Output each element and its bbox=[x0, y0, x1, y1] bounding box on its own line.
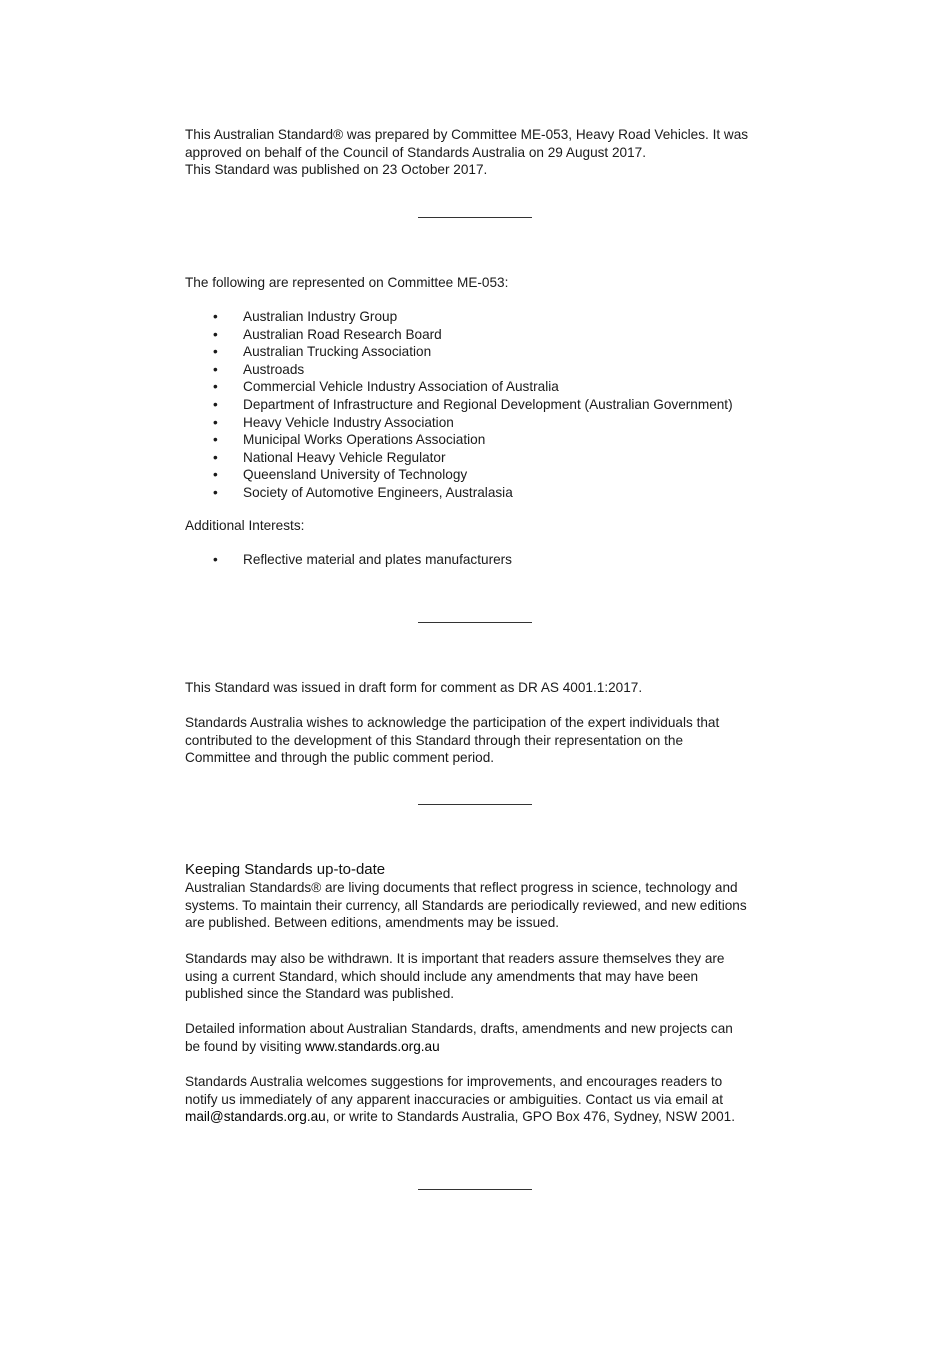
acknowledgement-line-1: Standards Australia wishes to acknowledge the participation of the expert individuals that bbox=[185, 715, 720, 730]
contact-paragraph bbox=[185, 1073, 785, 1126]
list-item bbox=[185, 361, 785, 379]
list-item bbox=[185, 431, 785, 449]
contact-email-link[interactable]: mail@standards.org.au bbox=[185, 1109, 326, 1125]
list-item bbox=[185, 396, 785, 414]
list-item bbox=[185, 449, 785, 467]
bullet-icon: • bbox=[213, 396, 218, 412]
additional-interests-text: Additional Interests: bbox=[185, 518, 305, 533]
information-paragraph bbox=[185, 1020, 785, 1055]
member-name: Municipal Works Operations Association bbox=[243, 432, 486, 448]
committee-member-list bbox=[185, 308, 785, 502]
additional-interests-list bbox=[185, 551, 785, 569]
section-divider-4 bbox=[418, 1189, 532, 1190]
list-item bbox=[185, 484, 785, 502]
draft-notice bbox=[185, 679, 785, 697]
member-name: Queensland University of Technology bbox=[243, 467, 468, 483]
uptodate-section bbox=[185, 861, 785, 932]
visit-prefix: be found by visiting bbox=[185, 1038, 306, 1054]
list-item bbox=[185, 308, 785, 326]
member-name: Department of Infrastructure and Regional Development (Australian Government) bbox=[243, 396, 733, 412]
member-name: National Heavy Vehicle Regulator bbox=[243, 449, 446, 465]
standards-website-link[interactable]: www.standards.org.au bbox=[305, 1038, 440, 1054]
section-heading: Keeping Standards up-to-date bbox=[185, 861, 386, 878]
uptodate-p1-line-1: Australian Standards® are living documents that reflect progress in science, technology and bbox=[185, 880, 738, 895]
committee-intro bbox=[185, 274, 785, 292]
bullet-icon: • bbox=[213, 344, 218, 360]
committee-intro-text: The following are represented on Committee ME-053: bbox=[185, 275, 509, 290]
member-name: Austroads bbox=[243, 361, 305, 377]
preparation-line-2: approved on behalf of the Council of Standards Australia on 29 August 2017. bbox=[185, 144, 647, 160]
member-name: Australian Trucking Association bbox=[243, 344, 432, 360]
preparation-line-3: This Standard was published on 23 October 2017. bbox=[185, 162, 488, 178]
withdrawal-paragraph bbox=[185, 950, 785, 1003]
acknowledgement bbox=[185, 714, 785, 767]
member-name: Heavy Vehicle Industry Association bbox=[243, 414, 454, 430]
list-item bbox=[185, 414, 785, 432]
preparation-notice bbox=[185, 126, 785, 179]
list-item bbox=[185, 378, 785, 396]
draft-issued-text: This Standard was issued in draft form for comment as DR AS 4001.1:2017. bbox=[185, 680, 643, 695]
bullet-icon: • bbox=[213, 379, 218, 395]
bullet-icon: • bbox=[213, 326, 218, 342]
acknowledgement-line-3: Committee and through the public comment period. bbox=[185, 750, 495, 766]
bullet-icon: • bbox=[213, 467, 218, 483]
list-item bbox=[185, 466, 785, 484]
preparation-line-1: This Australian Standard® was prepared by Committee ME-053, Heavy Road Vehicles. It was bbox=[185, 127, 749, 142]
bullet-icon: • bbox=[213, 309, 218, 324]
section-divider-2 bbox=[418, 622, 532, 623]
uptodate-p1-line-2: systems. To maintain their currency, all Standards are periodically reviewed, and new editions bbox=[185, 897, 747, 913]
uptodate-p3-line-1: Detailed information about Australian Standards, drafts, amendments and new projects can bbox=[185, 1021, 733, 1036]
uptodate-p4-line-3 bbox=[185, 1108, 785, 1126]
uptodate-p4-line-2: notify us immediately of any apparent inaccuracies or ambiguities. Contact us via email at bbox=[185, 1091, 723, 1107]
uptodate-p4-line-1: Standards Australia welcomes suggestions for improvements, and encourages readers to bbox=[185, 1074, 723, 1089]
interest-name: Reflective material and plates manufacturers bbox=[243, 552, 512, 567]
acknowledgement-line-2: contributed to the development of this Standard through their representation on the bbox=[185, 732, 684, 748]
uptodate-p1-line-3: are published. Between editions, amendments may be issued. bbox=[185, 915, 560, 931]
bullet-icon: • bbox=[213, 432, 218, 448]
bullet-icon: • bbox=[213, 414, 218, 430]
uptodate-p2-line-2: using a current Standard, which should include any amendments that may have been bbox=[185, 968, 699, 984]
bullet-icon: • bbox=[213, 552, 218, 567]
section-divider-3 bbox=[418, 804, 532, 805]
list-item bbox=[185, 326, 785, 344]
uptodate-p2-line-3: published since the Standard was published. bbox=[185, 986, 455, 1002]
member-name: Australian Road Research Board bbox=[243, 326, 442, 342]
member-name: Society of Automotive Engineers, Australasia bbox=[243, 484, 513, 500]
section-divider-1 bbox=[418, 217, 532, 218]
member-name: Commercial Vehicle Industry Association of Australia bbox=[243, 379, 559, 395]
bullet-icon: • bbox=[213, 449, 218, 465]
postal-address-text: , or write to Standards Australia, GPO Box 476, Sydney, NSW 2001. bbox=[325, 1109, 736, 1125]
list-item bbox=[185, 343, 785, 361]
list-item bbox=[185, 551, 785, 569]
member-name: Australian Industry Group bbox=[243, 309, 398, 324]
bullet-icon: • bbox=[213, 484, 218, 500]
uptodate-p2-line-1: Standards may also be withdrawn. It is important that readers assure themselves they are bbox=[185, 951, 725, 966]
uptodate-p3-line-2 bbox=[185, 1038, 785, 1056]
bullet-icon: • bbox=[213, 361, 218, 377]
additional-interests-label bbox=[185, 517, 785, 535]
